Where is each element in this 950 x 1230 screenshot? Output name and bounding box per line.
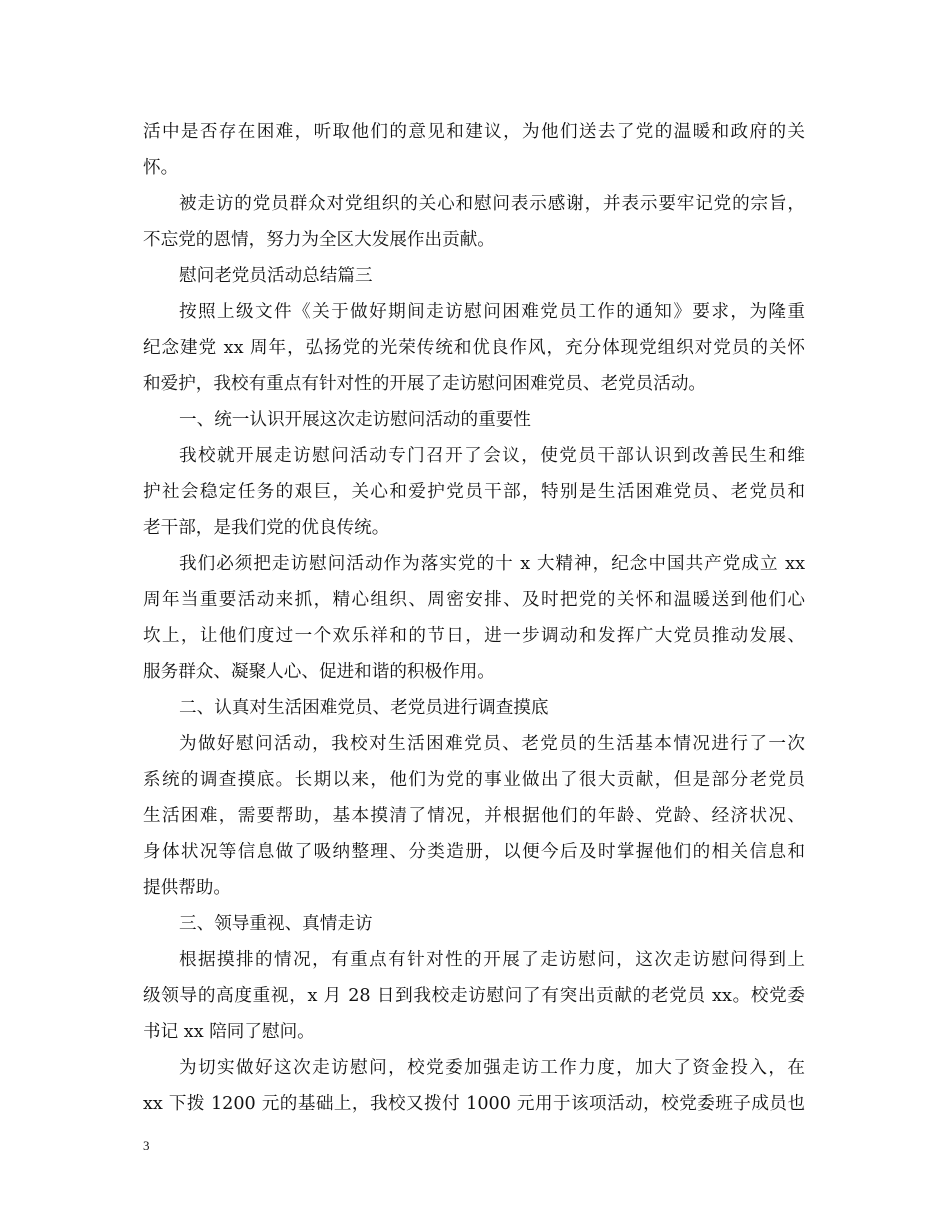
text-line: 不忘党的恩情，努力为全区大发展作出贡献。	[143, 230, 495, 250]
text-line: 级领导的高度重视，x 月 28 日到我校走访慰问了有突出贡献的老党员 xx。校党委	[143, 986, 805, 1006]
text-line: 纪念建党 xx 周年，弘扬党的光荣传统和优良作风，充分体现党组织对党员的关怀	[143, 338, 805, 358]
text-line: 二、认真对生活困难党员、老党员进行调查摸底	[179, 698, 549, 718]
text-line: 我们必须把走访慰问活动作为落实党的十 x 大精神，纪念中国共产党成立 xx	[179, 554, 805, 574]
text-line: xx 下拨 1200 元的基础上，我校又拨付 1000 元用于该项活动，校党委班子成员也	[143, 1094, 805, 1114]
text-line: 提供帮助。	[143, 878, 231, 898]
text-line: 慰问老党员活动总结篇三	[179, 266, 373, 286]
text-line: 为做好慰问活动，我校对生活困难党员、老党员的生活基本情况进行了一次	[179, 734, 805, 754]
text-line: 我校就开展走访慰问活动专门召开了会议，使党员干部认识到改善民生和维	[179, 446, 805, 466]
text-line: 服务群众、凝聚人心、促进和谐的积极作用。	[143, 662, 495, 682]
text-line: 书记 xx 陪同了慰问。	[143, 1022, 315, 1042]
text-line: 三、领导重视、真情走访	[179, 914, 373, 934]
document-body	[143, 114, 805, 1122]
text-line: 一、统一认识开展这次走访慰问活动的重要性	[179, 410, 531, 430]
text-line: 根据摸排的情况，有重点有针对性的开展了走访慰问，这次走访慰问得到上	[179, 950, 805, 970]
text-line: 坎上，让他们度过一个欢乐祥和的节日，进一步调动和发挥广大党员推动发展、	[143, 626, 805, 646]
text-line: 按照上级文件《关于做好期间走访慰问困难党员工作的通知》要求，为隆重	[179, 302, 805, 322]
page-number: 3	[143, 1138, 150, 1153]
text-line: 周年当重要活动来抓，精心组织、周密安排、及时把党的关怀和温暖送到他们心	[143, 590, 805, 610]
text-line: 为切实做好这次走访慰问，校党委加强走访工作力度，加大了资金投入，在	[179, 1058, 805, 1078]
text-line: 被走访的党员群众对党组织的关心和慰问表示感谢，并表示要牢记党的宗旨，	[179, 194, 805, 214]
text-line: 护社会稳定任务的艰巨，关心和爱护党员干部，特别是生活困难党员、老党员和	[143, 482, 805, 502]
text-line: 老干部，是我们党的优良传统。	[143, 518, 390, 538]
text-line: 和爱护，我校有重点有针对性的开展了走访慰问困难党员、老党员活动。	[143, 374, 707, 394]
text-line: 怀。	[143, 158, 179, 178]
text-line: 系统的调查摸底。长期以来，他们为党的事业做出了很大贡献，但是部分老党员	[143, 770, 805, 790]
text-line: 生活困难，需要帮助，基本摸清了情况，并根据他们的年龄、党龄、经济状况、	[143, 806, 805, 826]
text-line: 身体状况等信息做了吸纳整理、分类造册，以便今后及时掌握他们的相关信息和	[143, 842, 805, 862]
text-line: 活中是否存在困难，听取他们的意见和建议，为他们送去了党的温暖和政府的关	[143, 122, 805, 142]
